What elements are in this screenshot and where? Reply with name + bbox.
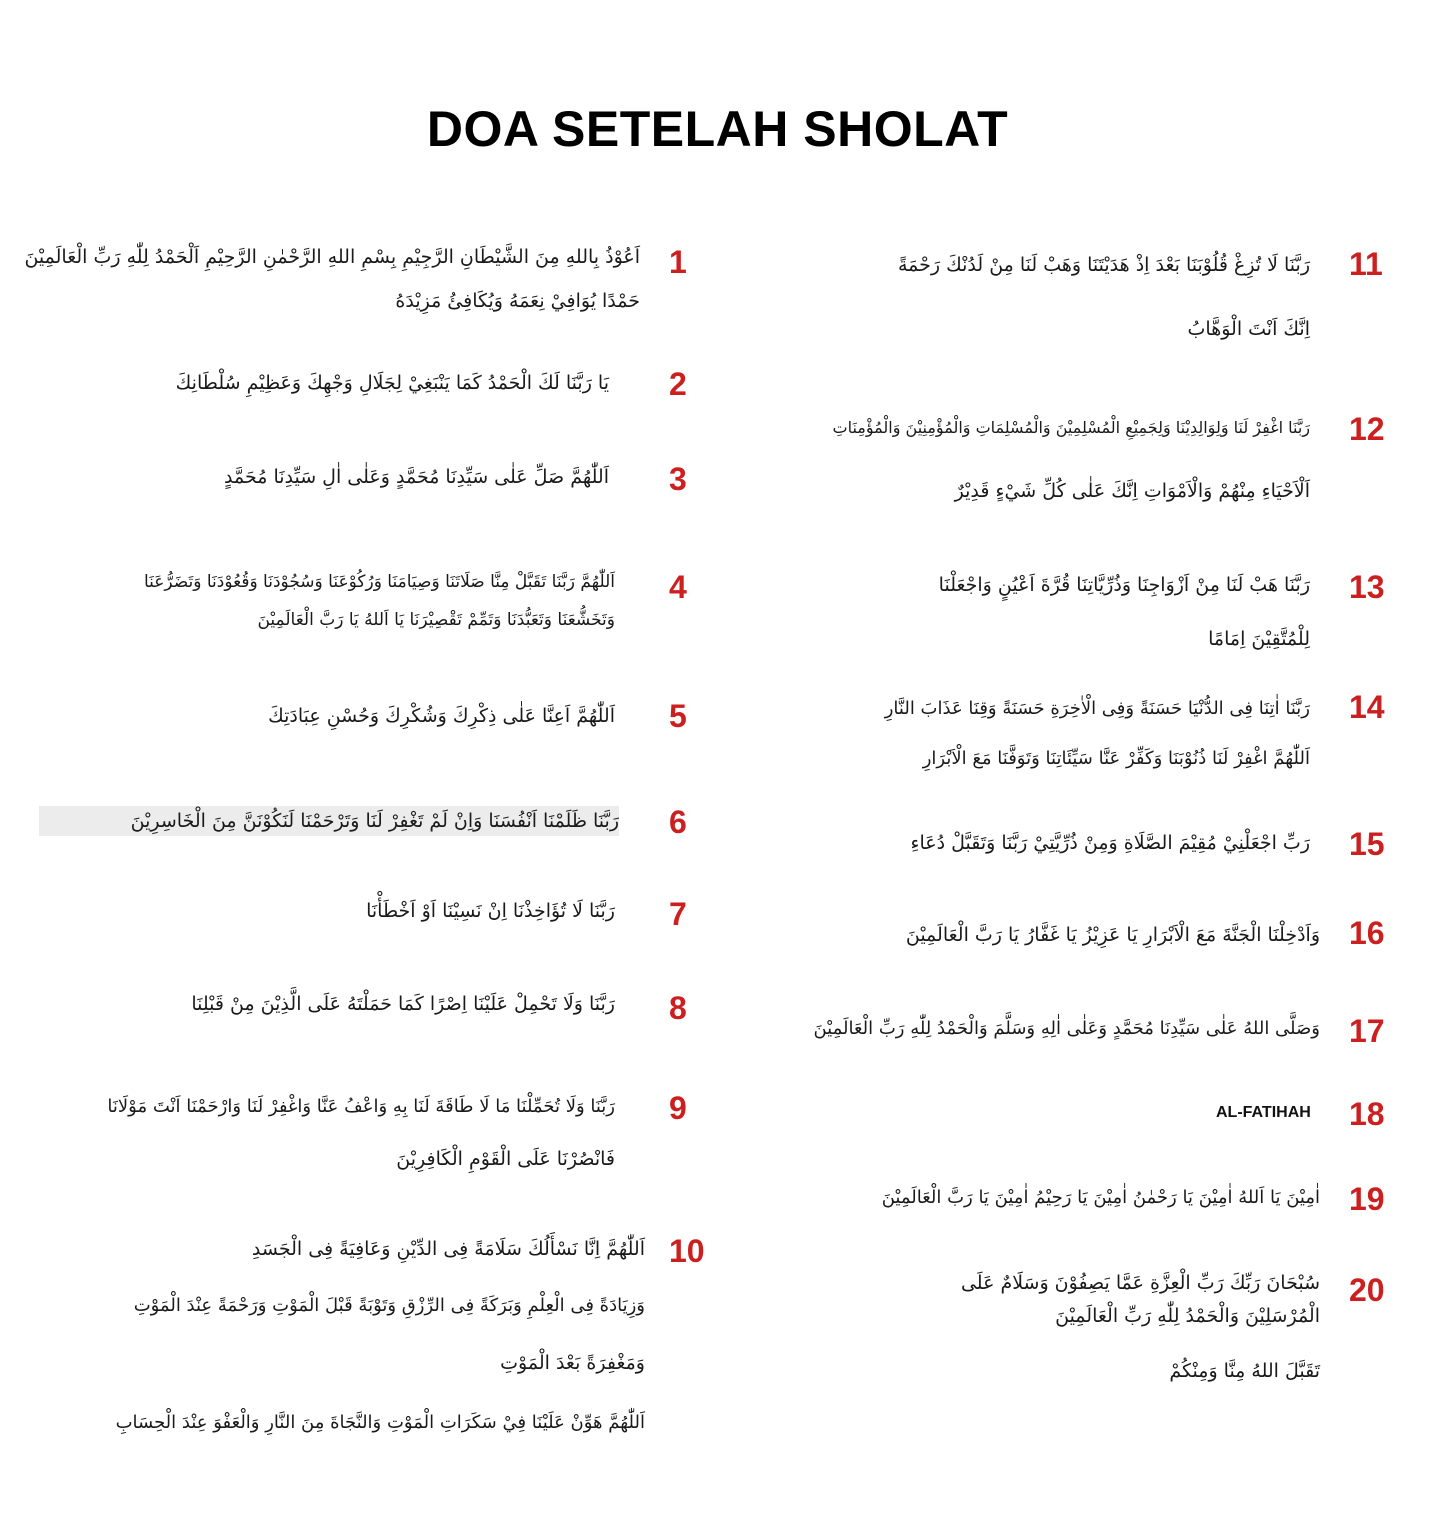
item-number: 12 (1349, 411, 1385, 447)
item-number: 9 (669, 1090, 687, 1126)
doa-line: لِلْمُتَّقِيْنَ اِمَامًا (1208, 628, 1310, 650)
doa-line: رَبَّنَا لَا تُؤَاخِذْنَا اِنْ نَسِيْنَا اَوْ اَخْطَأْنَا (366, 900, 615, 922)
doa-line: رَبَّنَا اٰتِنَا فِى الدُّنْيَا حَسَنَةً وَفِى الْاٰخِرَةِ حَسَنَةً وَقِنَا عَذَابَ النَّارِ (884, 698, 1310, 719)
doa-line: رَبِّ اجْعَلْنِيْ مُقِيْمَ الصَّلَاةِ وَمِنْ ذُرِّيَّتِيْ رَبَّنَا وَتَقَبَّلْ دُعَاءِ (910, 832, 1310, 854)
item-number: 8 (669, 990, 687, 1026)
item-number: 15 (1349, 826, 1385, 862)
page-title: DOA SETELAH SHOLAT (426, 101, 1009, 157)
doa-line: وَصَلَّى اللهُ عَلٰى سَيِّدِنَا مُحَمَّدٍ وَعَلٰى اٰلِهِ وَسَلَّمَ وَالْحَمْدُ لِلّٰهِ رَبِّ الْعَالَمِيْنَ (813, 1018, 1320, 1039)
doa-line: يَا رَبَّنَا لَكَ الْحَمْدُ كَمَا يَنْبَغِيْ لِجَلَالِ وَجْهِكَ وَعَظِيْمِ سُلْطَانِكَ (175, 372, 609, 394)
item-number: 3 (669, 461, 687, 497)
doa-line: اَللّٰهُمَّ صَلِّ عَلٰى سَيِّدِنَا مُحَمَّدٍ وَعَلٰى اٰلِ سَيِّدِنَا مُحَمَّدٍ (224, 466, 609, 488)
doa-line: الْمُرْسَلِيْنَ وَالْحَمْدُ لِلّٰهِ رَبِّ الْعَالَمِيْنَ (1055, 1305, 1320, 1327)
doa-line: رَبَّنَا هَبْ لَنَا مِنْ اَزْوَاجِنَا وَذُرِّيَّاتِنَا قُرَّةَ اَعْيُنٍ وَاجْعَلْنَا (938, 574, 1310, 596)
doa-line: اَللّٰهُمَّ هَوِّنْ عَلَيْنَا فِيْ سَكَرَاتِ الْمَوْتِ وَالنَّجَاةَ مِنَ النَّارِ وَالْعَفْوَ عِنْدَ الْحِسَابِ (115, 1412, 645, 1433)
fatihah-label: AL-FATIHAH (1216, 1104, 1311, 1121)
doa-line: اِنَّكَ اَنْتَ الْوَهَّابُ (1187, 318, 1310, 340)
doa-line: اَعُوْذُ بِاللهِ مِنَ الشَّيْطَانِ الرَّجِيْمِ بِسْمِ اللهِ الرَّحْمٰنِ الرَّحِيْمِ اَلْحَمْدُ لِلّٰهِ رَبِّ الْعَالَمِيْنَ (24, 246, 640, 268)
doa-line: وَمَغْفِرَةً بَعْدَ الْمَوْتِ (500, 1352, 645, 1374)
doa-line: رَبَّنَا وَلَا تُحَمِّلْنَا مَا لَا طَاقَةَ لَنَا بِهِ وَاعْفُ عَنَّا وَاغْفِرْ لَنَا وَارْحَمْنَا اَنْتَ مَوْلَانَا (107, 1096, 615, 1117)
item-number: 13 (1349, 569, 1385, 605)
doa-line: وَزِيَادَةً فِى الْعِلْمِ وَبَرَكَةً فِى الرِّزْقِ وَتَوْبَةً قَبْلَ الْمَوْتِ وَرَحْمَةً عِنْدَ الْمَوْتِ (133, 1295, 645, 1316)
item-number: 6 (669, 804, 687, 840)
item-number: 4 (669, 569, 687, 605)
item-number: 11 (1349, 246, 1383, 282)
doa-line: رَبَّنَا اغْفِرْ لَنَا وَلِوَالِدِيْنَا وَلِجَمِيْعِ الْمُسْلِمِيْنَ وَالْمُسْلِمَاتِ وَالْمُؤْمِنِيْنَ وَالْمُؤْمِنَاتِ (832, 418, 1310, 437)
doa-line: اَللّٰهُمَّ اِنَّا نَسْأَلُكَ سَلَامَةً فِى الدِّيْنِ وَعَافِيَةً فِى الْجَسَدِ (251, 1238, 645, 1260)
doa-line: اَلْاَحْيَاءِ مِنْهُمْ وَالْاَمْوَاتِ اِنَّكَ عَلٰى كُلِّ شَيْءٍ قَدِيْرٌ (954, 480, 1310, 502)
doa-line: تَقَبَّلَ اللهُ مِنَّا وَمِنْكُمْ (1169, 1360, 1320, 1382)
doa-line: رَبَّنَا ظَلَمْنَا اَنْفُسَنَا وَاِنْ لَمْ تَغْفِرْ لَنَا وَتَرْحَمْنَا لَنَكُوْنَنَّ مِنَ الْخَاسِرِيْنَ (39, 806, 619, 836)
item-number: 10 (669, 1233, 705, 1269)
doa-line: حَمْدًا يُوَافِيْ نِعَمَهُ وَيُكَافِئُ مَزِيْدَهُ (395, 290, 640, 312)
doa-line: فَانْصُرْنَا عَلَى الْقَوْمِ الْكَافِرِيْنَ (396, 1148, 615, 1170)
item-number: 20 (1349, 1272, 1385, 1308)
item-number: 16 (1349, 915, 1385, 951)
item-number: 5 (669, 698, 687, 734)
doa-line: اٰمِيْنَ يَا اَللهُ اٰمِيْنَ يَا رَحْمٰنُ اٰمِيْنَ يَا رَحِيْمُ اٰمِيْنَ يَا رَبَّ الْعَالَمِيْنَ (881, 1187, 1320, 1208)
doa-line: سُبْحَانَ رَبِّكَ رَبِّ الْعِزَّةِ عَمَّا يَصِفُوْنَ وَسَلَامٌ عَلَى (960, 1272, 1320, 1294)
item-number: 1 (669, 244, 687, 280)
doa-line: اَللّٰهُمَّ رَبَّنَا تَقَبَّلْ مِنَّا صَلَاتَنَا وَصِيَامَنَا وَرُكُوْعَنَا وَسُجُوْدَنَا وَقُعُوْدَنَا وَتَضَرُّعَنَا (143, 572, 615, 592)
item-number: 18 (1349, 1096, 1385, 1132)
item-number: 19 (1349, 1181, 1385, 1217)
item-number: 14 (1349, 689, 1385, 725)
doa-line: رَبَّنَا وَلَا تَحْمِلْ عَلَيْنَا اِصْرًا كَمَا حَمَلْتَهُ عَلَى الَّذِيْنَ مِنْ قَبْلِنَا (191, 993, 615, 1015)
doa-line: اَللّٰهُمَّ اَعِنَّا عَلٰى ذِكْرِكَ وَشُكْرِكَ وَحُسْنِ عِبَادَتِكَ (268, 705, 615, 727)
item-number: 17 (1349, 1013, 1385, 1049)
item-number: 7 (669, 896, 687, 932)
item-number: 2 (669, 366, 687, 402)
doa-line: وَاَدْخِلْنَا الْجَنَّةَ مَعَ الْاَبْرَارِ يَا عَزِيْزُ يَا غَفَّارُ يَا رَبَّ الْعَالَمِيْنَ (905, 924, 1320, 946)
doa-line: اَللّٰهُمَّ اغْفِرْ لَنَا ذُنُوْبَنَا وَكَفِّرْ عَنَّا سَيِّئَاتِنَا وَتَوَفَّنَا مَعَ الْاَبْرَارِ (922, 748, 1310, 769)
doa-line: رَبَّنَا لَا تُزِغْ قُلُوْبَنَا بَعْدَ اِذْ هَدَيْتَنَا وَهَبْ لَنَا مِنْ لَدُنْكَ رَحْمَةً (897, 254, 1310, 276)
doa-line: وَتَخَشُّعَنَا وَتَعَبُّدَنَا وَتَمِّمْ تَقْصِيْرَنَا يَا اَللهُ يَا رَبَّ الْعَالَمِيْنَ (257, 610, 615, 630)
